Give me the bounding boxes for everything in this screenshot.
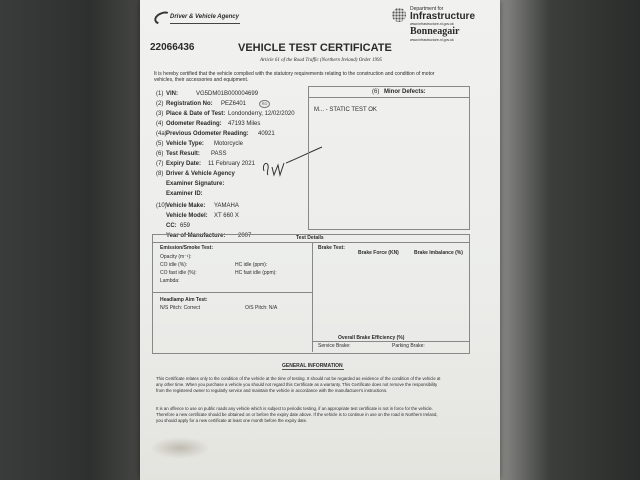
background-left [0, 0, 150, 480]
defects-heading-num: (6) [372, 89, 380, 95]
general-info-line: This Certificate relates only to the condition of the vehicle at the time of testing. It should not be regarded as evidence of the condition of the vehicle at [156, 376, 441, 381]
dept-line2: Infrastructure [410, 11, 476, 22]
general-info-line: from the registered owner to regularly service and maintain the vehicle in accordance with the manufacturer's instructions. [156, 388, 388, 393]
ns-pitch: N/S Pitch: Correct [160, 305, 201, 311]
intro-line2: vehicles, their accessories and equipment. [154, 77, 249, 83]
service-brake-label: Service Brake: [318, 343, 351, 349]
co-idle-label: CO idle (%): [160, 262, 188, 268]
lambda-label: Lambda: [160, 278, 180, 284]
emission-heading: Emission/Smoke Test: [160, 245, 213, 251]
os-pitch: O/S Pitch: N/A [245, 305, 278, 311]
general-info-line: any other time. When you purchase a vehicle you should not regard this Certificate as a warranty. This Certificate does not remove the responsibility [156, 382, 438, 387]
general-info-line: you should apply for a new certificate at least one month before the expiry date. [156, 418, 308, 423]
parking-brake-label: Parking Brake: [392, 343, 425, 349]
background-right [490, 0, 640, 480]
overall-brake-heading: Overall Brake Efficiency (%) [338, 335, 405, 341]
brake-force-heading: Brake Force (KN) [358, 250, 399, 256]
general-info-heading: GENERAL INFORMATION [282, 363, 343, 369]
co-fast-label: CO fast idle (%): [160, 270, 197, 276]
dva-logo-text: Driver & Vehicle Agency [170, 14, 239, 20]
dept-line4: Bonneagair [410, 26, 460, 37]
brake-heading: Brake Test: [318, 245, 345, 251]
dept-line5: www.infrastructure-ni.gov.uk [410, 38, 454, 42]
general-info-line: It is an offence to use on public roads any vehicle which is subject to periodic testing, if an appropriate test certificate is not in force for the vehicle. [156, 406, 433, 411]
certificate-serial: 22066436 [150, 42, 195, 53]
general-info-line: Therefore a new certificate should be obtained on or before the expiry date above. If the vehicle is to continue in use on the road in Northern Ireland, [156, 412, 438, 417]
infrastructure-emblem-icon [392, 8, 406, 22]
defects-text: M... - STATIC TEST OK [314, 107, 377, 113]
test-details-heading: Test Details [296, 235, 324, 241]
certificate-paper: Driver & Vehicle Agency Department for Infrastructure www.infrastructure-ni.gov.uk Bonneagair www.infrastructure-ni.gov.uk 22066436 VEHICLE TEST CERTIFICATE Article 61 of the Road Traffic (Northern Ireland) Order 1995 It is hereby certified that the vehicle complied with the statutory requirements relating to the construction and condition of motor vehicles, their accessories and equipment. (1) VIN: VG5DM01B000004699 (2) Registration No: PEZ6401 (3) Place & Date of Test: Londonderry, 12/02/2020 (4) Odometer Reading: 47193 Miles (4a) Previous Odometer Reading: 40921 (5) Vehicle Type: Motorcycle (6) Test Result: PASS (7) Expiry Date: 11 February 2021 (8) Driver & Vehicle Agency Examiner Signature: Examiner ID: (10) Vehicle Make: YAMAHA Vehicle Model: XT 660 X CC: 659 Year of Manufacture: 2007 RD (6) Minor Defects: M... - STATIC TEST OK Test Details Emission/Smoke Test: Opacity (m⁻¹): CO idle (%): HC idle (ppm): CO fast idle (%): HC fast idle (ppm): Lambda: Headlamp Aim Test: N/S Pitch: Correct O/S Pitch: N/A Brake Test: Brake Force (KN) Brake Imbalance (%) Overall Brake Efficiency (%) Service Brake: Parking Brake: GENERAL INFORMATION This Certificate relates only to the condition of the vehicle at the time of testing. It should not be regarded as evidence of the condition of the vehicle at any other time. When you purchase a vehicle you should not regard this Certificate as a warranty. This Certificate does not remove the responsibility from the registered owner to regularly service and maintain the vehicle in accordance with the manufacturer's instructions. It is an offence to use on public roads any vehicle which is subject to periodic testing, if an appropriate test certificate is not in force for the vehicle. Therefore a new certificate should be obtained on or before the expiry date above. If the vehicle is to continue in use on the road in Northern Ireland, you should apply for a new certificate at least one month before the expiry date. [140, 0, 500, 480]
certificate-subtitle: Article 61 of the Road Traffic (Northern Ireland) Order 1995 [260, 58, 382, 63]
dept-line3: www.infrastructure-ni.gov.uk [410, 22, 454, 26]
opacity-label: Opacity (m⁻¹): [160, 254, 192, 260]
hc-fast-label: HC fast idle (ppm): [235, 270, 277, 276]
paper-stain [150, 437, 210, 459]
registration-stamp: RD [259, 100, 270, 108]
brake-imbalance-heading: Brake Imbalance (%) [414, 250, 463, 256]
headlamp-heading: Headlamp Aim Test: [160, 297, 208, 303]
certificate-title: VEHICLE TEST CERTIFICATE [238, 42, 392, 54]
dept-line1: Department for [410, 6, 444, 12]
defects-heading: Minor Defects: [384, 89, 426, 95]
intro-line1: It is hereby certified that the vehicle complied with the statutory requirements relating to the construction and condition of motor [154, 71, 435, 77]
hc-idle-label: HC idle (ppm): [235, 262, 268, 268]
